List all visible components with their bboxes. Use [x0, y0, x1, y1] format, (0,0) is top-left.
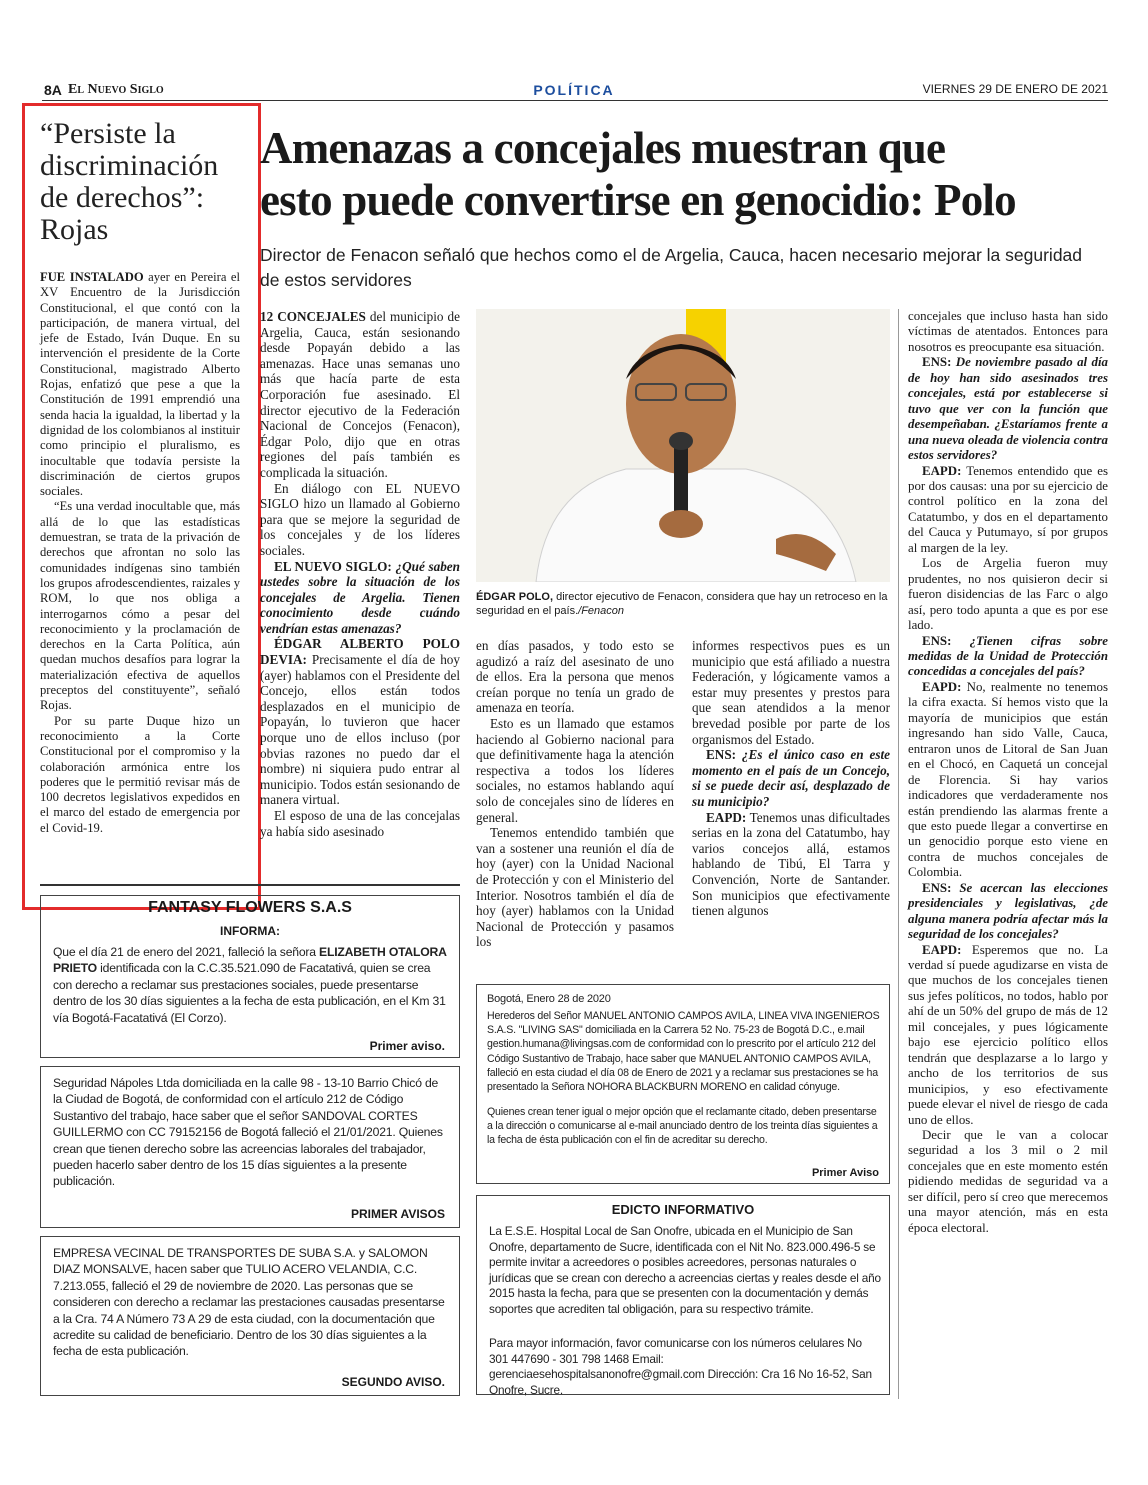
- question: ¿Es el único caso en este momento en el país de un Concejo, si se puede decir así, desplazado de su municipio?: [692, 747, 890, 809]
- article-column-1: [260, 309, 460, 839]
- legal-notice-seguridad-napoles: [40, 1066, 460, 1228]
- header-rule: [42, 100, 1108, 101]
- legal-notice-transportes-suba: [40, 1236, 460, 1396]
- column-rule: [898, 309, 899, 1399]
- article-column-2: [476, 638, 674, 950]
- newspaper-name: El Nuevo Siglo: [68, 82, 164, 97]
- sidebar-paragraph: ayer en Pereira el XV Encuentro de la Jurisdicción Constitucional, el que contó con la participación, de manera virtual, del jefe de Estado, Iván Duque. En su intervención el presidente de la Corte Constitucional, magistrado Alberto Rojas, enfatizó que pese a que la Constitución de 1991 emprendió una senda hacia la igualdad, la libertad y la dignidad de los colombianos al instituir como principio el pluralismo, es inocultable que todavía persiste la discriminación de ciertos grupos sociales.: [40, 270, 241, 499]
- article-paragraph: en días pasados, y todo esto se agudizó a raíz del asesinato de uno de ellos. Era la persona que menos creían porque no tenía un grado de amenaza en teoría.: [476, 638, 674, 716]
- notice-text: La E.S.E. Hospital Local de San Onofre, ubicada en el Municipio de San Onofre, departamento de Sucre, identificada con el Nit No. 823.000.496-5 se permite invitar a acreedores o posibles acreedores, personas naturales o jurídicas que se crean con derecho a acreencias ciertas y reales desde el año 2015 hasta la fecha, para que se presenten con la documentación y demás soportes que acrediten tal obligación, para su respectivo trámite.: [489, 1224, 881, 1316]
- article-paragraph: Decir que le van a colocar seguridad a los 3 mil o 2 mil concejales que en este momento estén pidiendo medidas de seguridad va a ser difícil, pero sí creo que merecemos una mayor atención, más en esta época electoral.: [908, 1128, 1108, 1235]
- article-photo: [476, 309, 890, 582]
- notice-sign: Primer aviso.: [369, 1039, 445, 1053]
- article-column-3: [692, 638, 890, 919]
- notice-text: Herederos del Señor MANUEL ANTONIO CAMPOS AVILA, LINEA VIVA INGENIEROS S.A.S. "LIVING SAS" domiciliada en la Carrera 52 No. 75-23 de Bogotá D.C., e.mail gestion.humana@livingsas.com de conformidad con lo prescrito por el artículo 212 del Código Sustantivo de Trabajo, hace saber que MANUEL ANTONIO CAMPOS AVILA, falleció en esta ciudad el día 08 de Enero de 2021 y a reclamar sus prestaciones se ha presentado la Señora NOHORA BLACKBURN MORENO en calidad cónyuge.: [487, 1010, 880, 1094]
- answer-lead: EAPD:: [706, 809, 747, 825]
- question-lead: ENS:: [922, 633, 952, 648]
- section-rule: [40, 884, 460, 886]
- legal-notice-living-sas: [476, 984, 890, 1184]
- question: De noviembre pasado al día de hoy han sido asesinados tres concejales, está por establecerse si tuvo que ver con la función que desempeñaban. ¿Estaríamos frente a una nueva oleada de violencia contra estos servidores?: [908, 355, 1108, 463]
- answer-lead: EAPD:: [922, 679, 962, 694]
- notice-text-part: identificada con la C.C.35.521.090 de Facatativá, quien se crea con derecho a reclamar sus prestaciones sociales, puede presentarse dentro de los 30 días siguientes a la fecha de esta publicación, en el Km 31 vía Bogotá-Facatativá (El Corzo).: [53, 961, 446, 1025]
- article-paragraph: En diálogo con EL NUEVO SIGLO hizo un llamado al Gobierno para que se mejore la seguridad de los concejales y de los líderes sociales.: [260, 480, 460, 558]
- notice-text: Seguridad Nápoles Ltda domiciliada en la calle 98 - 13-10 Barrio Chicó de la Ciudad de Bogotá, de conformidad con el artículo 212 de Código Sustantivo del trabajo, hace saber que el señor SANDOVAL CORTES GUILLERMO con CC 79152156 de Bogotá falleció el 21/01/2021. Quienes crean que tienen derecho sobre las acreencias laborales del trabajador, pueden hacerlo saber dentro de los 15 días siguientes a la presente publicación.: [53, 1076, 443, 1189]
- article-paragraph: Esto es un llamado que estamos haciendo al Gobierno nacional para que definitivamente haga la atención respectiva a todos los líderes sociales, no estamos hablando aquí solo de concejales sino de líderes en general.: [476, 715, 674, 825]
- question-lead: ENS:: [922, 880, 952, 895]
- notice-text: [53, 944, 449, 1026]
- legal-notice-edicto: [476, 1195, 890, 1395]
- notice-text: Quienes crean tener igual o mejor opción que el reclamante citado, deben presentarse a la dirección o comunicarse al e-mail anunciado dentro de los treinta días siguientes a la fecha de ésta publicación con el fin de acreditar su derecho.: [487, 1106, 878, 1147]
- notice-sign: PRIMER AVISOS: [350, 1207, 445, 1221]
- answer: Esperemos que no. La verdad sí puede agudizarse en vista de que muchos de los concejales tienen sus jefes políticos, no todos, hablo por ahí de un 50% del grupo de más de 12 mil concejales, y pues lógicamente bajo ese ejercicio político ellos tendrán que desplazarse a lo largo y ancho de los territorios de sus municipios, y eso efectivamente puede elevar el nivel de riesgo de cada uno de ellos.: [908, 942, 1108, 1127]
- caption-text: director ejecutivo de Fenacon, considera que hay un retroceso en la seguridad en el país.: [476, 591, 888, 617]
- article-paragraph: informes respectivos pues es un municipio que está afiliado a nuestra Federación, y lógicamente vamos a estar muy presentes y prestos para que sean atendidos a la menor brevedad posible por parte de los organismos del Estado.: [692, 638, 890, 747]
- answer: Precisamente el día de hoy (ayer) hablamos con el Presidente del Concejo, ellos están todos desplazados en el municipio de Popayán, lo tuvieron que hacer porque uno de ellos incluso (por obvias razones no puedo dar el nombre) ni siquiera pudo entrar al municipio. Todos están sesionando de manera virtual.: [260, 652, 460, 808]
- notice-title: EDICTO INFORMATIVO: [611, 1202, 755, 1217]
- sidebar-title: “Persiste la discriminación de derechos”: Rojas: [40, 117, 219, 246]
- notice-title: FANTASY FLOWERS S.A.S: [148, 899, 352, 916]
- notice-sign: SEGUNDO AVISO.: [341, 1375, 445, 1389]
- answer-lead: EAPD:: [922, 463, 962, 478]
- answer: Tenemos unas dificultades serias en la zona del Catatumbo, hay varios concejos allá, estamos hablando de Tibú, El Tarra y Convención, Norte de Santander. Son municipios que efectivamente tienen algunos: [692, 809, 890, 919]
- question: ¿Qué saben ustedes sobre la situación de los concejales de Argelia. Tienen conocimiento desde cuándo vendrían estas amenazas?: [260, 558, 460, 636]
- article-paragraph: concejales que incluso hasta han sido víctimas de atentados. Entonces para nosotros es preocupante esa situación.: [908, 309, 1108, 354]
- question-lead: ENS:: [922, 355, 952, 370]
- section-name: POLÍTICA: [533, 82, 615, 98]
- photo-caption: [476, 591, 890, 618]
- sidebar-paragraph: “Es una verdad inocultable que, más allá de lo que las estadísticas demuestran, se trata de la privación de derechos que afrontan no solo las comunidades indígenas sino también los grupos afrodescendientes, raizales y ROM, lo que nos obliga a interrogarnos cómo a pesar del reconocimiento y la proclamación de derechos en la Carta Política, aún quedan muchos desafíos para lograr la materialización efectiva de aquellos preceptos del constituyente”, señaló Rojas.: [40, 499, 240, 713]
- answer: No, realmente no tenemos la cifra exacta. Sí hemos visto que la mayoría de municipios que están ingresando han sido Valle, Cauca, entraron unos de Litoral de San Juan en el Chocó, en Caquetá un concejal de Florencia. Si hay varios indicadores que verdaderamente nos están prendiendo las alarmas frente a que esto puede llegar a convertirse en un genocidio porque esto viene en contra de muchos concejales de Colombia.: [908, 679, 1108, 880]
- notice-text: EMPRESA VECINAL DE TRANSPORTES DE SUBA S.A. y SALOMON DIAZ MONSALVE, hacen saber que TULIO ACERO VELANDIA, C.C. 7.213.055, falleció el 29 de noviembre de 2020. Las personas que se consideren con derecho a reclamar las prestaciones causadas presentarse a la Cra. 74 A Número 73 A 29 de esta ciudad, con la documentación que acredite su calidad de beneficiario. Dentro de los 30 días siguientes a la fecha de esta publicación.: [53, 1246, 445, 1359]
- article-paragraph: Tenemos entendido también que van a sostener una reunión el día de hoy (ayer) con la Unidad Nacional de Protección y con el Ministerio del Interior. Nosotros también el día de hoy (ayer) hablamos con la Unidad Nacional de Protección y pasamos los: [476, 825, 674, 950]
- article-paragraph: del municipio de Argelia, Cauca, están sesionando desde Popayán debido a las amenazas. Hace unas semanas uno más que hacía parte de esta Corporación fue asesinado. El director ejecutivo de la Federación Nacional de Concejos (Fenacon), Édgar Polo, dijo que en otras regiones del país también es complicada la situación.: [260, 309, 460, 480]
- answer-lead: EAPD:: [922, 942, 962, 957]
- headline-line: esto puede convertirse en genocidio: Polo: [260, 175, 1016, 225]
- caption-lead: ÉDGAR POLO,: [476, 591, 554, 603]
- portrait-illustration: [476, 309, 890, 582]
- page-number: 8A: [44, 82, 62, 98]
- article-paragraph: Los de Argelia fueron muy prudentes, no nos quisieron decir si fueron disidencias de las Farc o algo así, pero todo apunta a que es por ese lado.: [908, 556, 1108, 633]
- article-column-4: [908, 309, 1108, 1236]
- headline-line: Amenazas a concejales muestran que: [260, 123, 946, 173]
- headline: [260, 122, 1120, 226]
- notice-text: Para mayor información, favor comunicarse con los números celulares No 301 447690 - 301 798 1468 Email: gerenciaesehospitalsanonofre@gmail.com Dirección: Cra 16 No 16-52, San Onofre, Sucre.: [489, 1336, 872, 1397]
- highlight-box: [22, 103, 261, 910]
- answer-lead: ÉDGAR ALBERTO POLO DEVIA:: [260, 636, 460, 668]
- notice-text-part: Que el día 21 de enero del 2021, falleció la señora: [53, 945, 320, 959]
- article-paragraph: El esposo de una de las concejalas ya había sido asesinado: [260, 808, 460, 839]
- sidebar-lead: FUE INSTALADO: [40, 270, 144, 284]
- question: Se acercan las elecciones presidenciales y legislativas, ¿de alguna manera podría afectar más la seguridad de los concejales?: [908, 880, 1108, 942]
- notice-sign: Primer Aviso: [811, 1167, 879, 1179]
- legal-notice-fantasy-flowers: [40, 895, 460, 1058]
- photo-credit-text: /Fenacon: [578, 604, 625, 617]
- answer: Tenemos entendido que es por dos causas: una por su ejercicio de control político en la zona del Catatumbo, y dos en el departamento del Cauca y Putumayo, sí por grupos al margen de la ley.: [908, 463, 1108, 555]
- article-deck: Director de Fenacon señaló que hechos como el de Argelia, Cauca, hacen necesario mejorar la seguridad de estos servidores: [260, 245, 1083, 290]
- question: ¿Tienen cifras sobre medidas de la Unidad de Protección concedidas a concejales del país?: [908, 633, 1108, 679]
- notice-date: Bogotá, Enero 28 de 2020: [487, 993, 611, 1005]
- notice-subtitle: INFORMA:: [220, 924, 280, 938]
- article-lead: 12 CONCEJALES: [260, 309, 366, 324]
- sidebar-paragraph: Por su parte Duque hizo un reconocimiento a la Corte Constitucional por el compromiso y la colaboración armónica entre los poderes que le permitió revisar más de 100 decretos legislativos expedidos en el marco del estado de emergencia por el Covid-19.: [40, 713, 240, 835]
- question-lead: EL NUEVO SIGLO:: [274, 558, 392, 574]
- question-lead: ENS:: [706, 747, 737, 763]
- issue-date: VIERNES 29 DE ENERO DE 2021: [922, 82, 1108, 96]
- notice-name: ELIZABETH OTALORA PRIETO: [53, 945, 447, 976]
